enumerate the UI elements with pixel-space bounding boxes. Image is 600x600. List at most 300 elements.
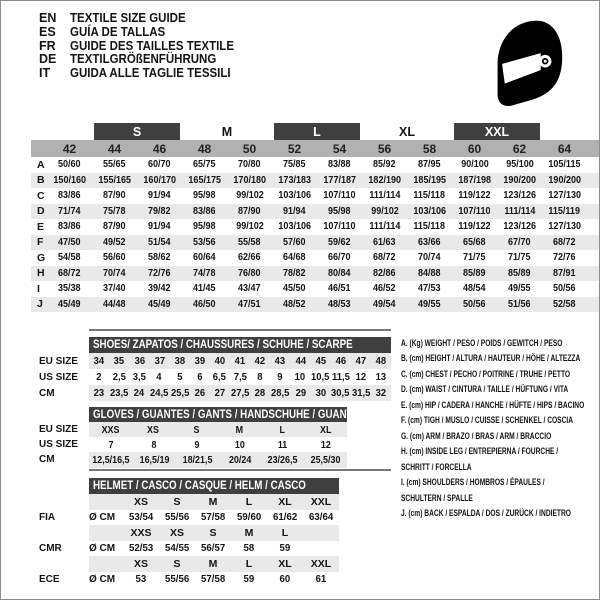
measurement-value: 80/84 (328, 267, 351, 279)
measurement-value: 41/45 (193, 283, 216, 295)
measurement-cell (227, 299, 272, 310)
size-cell (304, 424, 347, 436)
measurement-cell (272, 159, 317, 170)
size-cell (218, 439, 261, 451)
measurement-value: 65/75 (193, 159, 216, 171)
measurement-value: 75/78 (103, 205, 126, 217)
size-value: 11 (277, 438, 288, 451)
measurement-cell (542, 190, 587, 201)
helmet-value-cell (303, 542, 339, 554)
size-cell (133, 454, 176, 466)
size-cell (109, 355, 129, 367)
helmet-size-cell: M (208, 495, 218, 508)
measurement-value: 45/49 (148, 298, 171, 310)
row-cells (89, 510, 339, 526)
measurement-value: 53/56 (193, 236, 216, 248)
measurement-cell (362, 299, 407, 310)
measurement-cell (542, 237, 587, 248)
size-value: 44 (295, 355, 306, 367)
size-cell (170, 387, 190, 399)
measurement-row (31, 219, 599, 235)
measurement-cell (407, 237, 452, 248)
size-value: XL (319, 423, 332, 436)
measurement-cell (407, 268, 452, 279)
row-letter: D (37, 205, 45, 218)
measurement-value: 60/64 (193, 252, 216, 264)
row-cells (89, 494, 339, 510)
measurement-cell (452, 175, 497, 186)
measurement-cell (47, 268, 92, 279)
measurement-row (31, 204, 599, 220)
measurement-value: 83/86 (58, 190, 81, 202)
measurement-cell (137, 268, 182, 279)
measurement-cell (407, 299, 452, 310)
size-value: 30,5 (331, 387, 350, 399)
measurement-value: 46/50 (193, 298, 216, 310)
measurement-cell (92, 175, 137, 186)
measurement-value: 177/187 (323, 174, 356, 186)
measurement-cell (452, 283, 497, 294)
language-code: IT (39, 66, 51, 81)
size-value: 8 (151, 438, 156, 451)
size-cell (89, 355, 109, 367)
measurement-value: 87/90 (103, 190, 126, 202)
measurement-cell (452, 299, 497, 310)
measurement-cell (362, 190, 407, 201)
language-code: FR (39, 38, 56, 53)
measurement-row (31, 188, 599, 204)
measurement-value: 95/98 (328, 205, 351, 217)
size-value: M (235, 423, 244, 436)
measurement-value: 160/170 (143, 174, 176, 186)
measurement-cell (92, 190, 137, 201)
legend-line: F. (cm) TIGH / MUSLO / CUISSE / SCHENKEL / COSCIA (401, 415, 574, 427)
language-row (39, 40, 248, 54)
measurement-value: 83/86 (193, 205, 216, 217)
measurement-cell (407, 283, 452, 294)
helmet-value: 55/56 (164, 511, 190, 524)
unit-label: Ø CM (89, 573, 116, 585)
size-cell (89, 454, 133, 466)
measurement-cell (407, 221, 452, 232)
measurement-cell (497, 237, 542, 248)
row-cells (89, 437, 347, 452)
size-group-row (31, 123, 599, 140)
measurement-cell (317, 299, 362, 310)
measurement-cell (47, 159, 92, 170)
measurement-value: 75/85 (283, 159, 306, 171)
size-cell (218, 424, 261, 436)
helmet-size-cell: XXL (310, 495, 332, 508)
measurement-cell (92, 252, 137, 263)
size-number: 54 (332, 141, 347, 156)
size-cell (149, 371, 169, 383)
size-value: 6 (196, 371, 203, 383)
size-value: 11,5 (331, 371, 350, 383)
size-number: 42 (62, 141, 77, 156)
measurement-cell (92, 159, 137, 170)
measurement-value: 150/160 (53, 174, 86, 186)
helmet-values-row (39, 572, 339, 588)
measurement-value: 173/183 (278, 174, 311, 186)
helmet-size-cell: S (173, 557, 181, 570)
size-cell (261, 424, 304, 436)
row-cells (89, 541, 339, 557)
row-label: EU SIZE (39, 355, 78, 367)
size-cell (331, 355, 351, 367)
size-cell (371, 387, 391, 399)
measurement-value: 57/60 (283, 236, 306, 248)
helmet-value: 59 (243, 573, 255, 586)
size-value: 34 (93, 355, 105, 367)
size-value: 38 (174, 355, 185, 367)
measurement-cell (272, 221, 317, 232)
measurement-cell (47, 175, 92, 186)
measurement-cell (542, 206, 587, 217)
table-title: SHOES/ ZAPATOS / CHAUSSURES / SCHUHE / SCARPE (93, 339, 353, 351)
measurement-value: 50/60 (58, 159, 81, 171)
group-spacer (542, 123, 599, 140)
shoes-size-table (39, 337, 391, 401)
size-value: 39 (194, 355, 206, 367)
measurement-value: 55/65 (103, 159, 126, 171)
measurement-cell (137, 299, 182, 310)
size-value: 25,5 (170, 387, 190, 399)
size-value: 30 (315, 387, 326, 399)
row-letter: A (37, 158, 45, 171)
size-value: 47 (355, 355, 367, 367)
language-row (39, 12, 248, 26)
measurement-value: 68/72 (373, 252, 396, 264)
size-cell (250, 355, 270, 367)
row-letter: C (37, 189, 45, 202)
helmet-value-cell (231, 511, 267, 523)
table-title-bar (89, 407, 356, 422)
measurement-cell (92, 283, 137, 294)
guide-title: TEXTILGRÖßENFÜHRUNG (70, 52, 217, 67)
unit-label: Ø CM (89, 511, 116, 523)
measurement-cell (362, 206, 407, 217)
measurement-cell (182, 175, 227, 186)
measurement-cell (182, 299, 227, 310)
measurement-cell (227, 190, 272, 201)
measurement-value: 72/76 (553, 252, 576, 264)
helmet-value: 63/64 (308, 511, 334, 524)
helmet-values-row (39, 541, 339, 557)
size-value: 27,5 (230, 387, 250, 399)
size-cell (230, 387, 250, 399)
measurement-value: 39/42 (148, 283, 171, 295)
size-number: 60 (467, 141, 482, 156)
size-value: 29 (295, 387, 306, 399)
row-letter: B (37, 174, 45, 187)
row-letter: F (37, 236, 44, 249)
measurement-cell (362, 252, 407, 263)
helmet-value: 61 (315, 573, 327, 586)
size-value: 13 (375, 371, 387, 383)
row-label: CM (39, 387, 55, 399)
size-row (39, 385, 391, 401)
measurement-value: 111/114 (368, 221, 401, 233)
size-cell (175, 439, 218, 451)
measurement-cell (272, 299, 317, 310)
measurement-value: 58/62 (148, 252, 171, 264)
row-letter: I (37, 282, 40, 295)
measurement-row (31, 235, 599, 251)
language-title-list (39, 12, 248, 81)
standard-label: ECE (39, 573, 60, 585)
helmet-size-cell: XXL (310, 557, 332, 570)
measurement-cell (92, 299, 137, 310)
measurement-cell (317, 190, 362, 201)
measurement-value: 190/200 (503, 174, 536, 186)
measurement-row (31, 157, 599, 173)
size-cell (132, 424, 175, 436)
measurement-cell (227, 283, 272, 294)
measurement-value: 67/70 (508, 236, 531, 248)
language-row (39, 26, 248, 40)
table-header-row (39, 337, 391, 353)
helmet-value-cell (123, 542, 159, 554)
helmet-value: 58 (243, 542, 255, 555)
guide-title: GUIDA ALLE TAGLIE TESSILI (70, 66, 231, 81)
helmet-value: 52/53 (128, 542, 154, 555)
size-value: 46 (335, 355, 347, 367)
size-value: 9 (277, 371, 283, 383)
measurement-value: 85/89 (508, 267, 531, 279)
measurement-value: 103/106 (413, 205, 446, 217)
helmet-value: 53 (135, 573, 147, 586)
helmet-size-cell: L (281, 526, 289, 539)
size-row (39, 452, 347, 467)
size-number: 56 (377, 141, 392, 156)
size-value: 7,5 (233, 371, 247, 383)
measurement-value: 95/100 (505, 159, 534, 171)
language-code: ES (39, 24, 56, 39)
measurement-cell (92, 221, 137, 232)
size-cell (129, 371, 149, 383)
helmet-value-cell (195, 511, 231, 523)
size-value: 32 (375, 387, 387, 399)
measurement-cell (182, 268, 227, 279)
helmet-sizes-row (39, 494, 339, 510)
size-cell (89, 371, 109, 383)
measurement-cell (317, 283, 362, 294)
measurement-value: 52/58 (553, 298, 576, 310)
measurement-value: 79/82 (148, 205, 171, 217)
measurement-cell (452, 268, 497, 279)
size-cell (89, 439, 132, 451)
size-value: 48 (375, 355, 387, 367)
measurement-cell (92, 237, 137, 248)
measurement-cell (497, 175, 542, 186)
measurement-cell (272, 175, 317, 186)
legend-line: E. (cm) HIP / CADERA / HANCHE / HÜFTE / HIPS / BACINO (401, 399, 585, 411)
measurement-value: 87/90 (238, 205, 261, 217)
row-label: US SIZE (39, 439, 78, 451)
measurement-value: 47/50 (58, 236, 81, 248)
measurement-value: 70/80 (238, 159, 261, 171)
measurement-value: 70/74 (418, 252, 441, 264)
helmet-size-cell: XXS (130, 526, 152, 539)
size-value: 20/24 (228, 453, 252, 466)
measurement-value: 107/110 (323, 190, 356, 202)
measurement-value: 35/38 (58, 283, 81, 295)
measurement-value: 47/51 (238, 298, 261, 310)
measurement-cell (452, 221, 497, 232)
size-cell (109, 371, 129, 383)
legend-line: SCHULTERN / SPALLE (401, 492, 473, 504)
measurement-cell (317, 221, 362, 232)
measurement-cell (452, 159, 497, 170)
measurement-cell (542, 299, 587, 310)
measurement-value: 54/58 (58, 252, 81, 264)
helmet-values-row (39, 510, 339, 526)
measurement-cell (137, 252, 182, 263)
measurement-value: 59/62 (328, 236, 351, 248)
table-header-row (39, 478, 339, 494)
row-cells (89, 452, 347, 467)
measurement-value: 115/118 (413, 190, 446, 202)
measurement-value: 56/60 (103, 252, 126, 264)
table-title-bar (89, 478, 339, 494)
measurement-value: 74/78 (193, 267, 216, 279)
size-cell (176, 454, 219, 466)
row-label: EU SIZE (39, 424, 78, 436)
size-cell (129, 355, 149, 367)
size-cell (261, 439, 304, 451)
measurement-value: 182/190 (368, 174, 401, 186)
measurement-cell (92, 206, 137, 217)
measurement-value: 87/95 (418, 159, 441, 171)
measurement-cell (47, 283, 92, 294)
measurement-value: 187/198 (458, 174, 491, 186)
helmet-value-cell (231, 542, 267, 554)
size-value: 42 (254, 355, 266, 367)
size-value: 24 (133, 387, 145, 399)
measurement-cell (542, 268, 587, 279)
size-number: 64 (557, 141, 572, 156)
measurement-cell (317, 268, 362, 279)
helmet-value-cell (267, 511, 303, 523)
measurement-cell (542, 221, 587, 232)
size-cell (132, 439, 175, 451)
measurement-value: 76/80 (238, 267, 261, 279)
table-title-bar (89, 337, 391, 353)
measurement-cell (227, 221, 272, 232)
size-value: 5 (176, 371, 183, 383)
helmet-size-cell: M (208, 557, 218, 570)
measurement-value: 82/86 (373, 267, 396, 279)
measurement-value: 44/48 (103, 298, 126, 310)
measurement-row (31, 266, 599, 282)
size-cell (331, 371, 351, 383)
measurement-legend (401, 336, 597, 521)
size-cell (351, 371, 371, 383)
measurement-value: 119/122 (458, 190, 491, 202)
textile-size-table (31, 123, 599, 312)
measurement-value: 119/122 (458, 221, 491, 233)
measurement-value: 49/55 (508, 283, 531, 295)
size-value: 27 (214, 387, 226, 399)
measurement-cell (317, 175, 362, 186)
legend-line: C. (cm) CHEST / PECHO / POITRINE / TRUHE / PETTO (401, 368, 571, 380)
measurement-value: 83/88 (328, 159, 351, 171)
helmet-size-cell: L (245, 495, 253, 508)
size-number: 58 (422, 141, 437, 156)
measurement-cell (362, 221, 407, 232)
legend-line: A. (Kg) WEIGHT / PESO / POIDS / GEWITCH / PESO (401, 338, 563, 349)
helmet-value: 60 (279, 573, 291, 586)
group-spacer (31, 123, 92, 140)
size-cell (230, 355, 250, 367)
size-value: 10,5 (311, 371, 330, 383)
size-cell (270, 387, 290, 399)
measurement-cell (227, 206, 272, 217)
row-cells (89, 369, 391, 385)
size-value: 31,5 (351, 387, 371, 399)
measurement-cell (497, 252, 542, 263)
helmet-value: 53/54 (128, 511, 154, 524)
helmet-value: 59 (279, 542, 291, 555)
helmet-value-cell (231, 573, 267, 585)
row-label: CM (39, 454, 55, 466)
measurement-value: 127/130 (548, 221, 581, 233)
size-value: 36 (134, 355, 145, 367)
measurement-cell (317, 252, 362, 263)
measurement-value: 165/175 (188, 174, 221, 186)
size-cell (291, 387, 311, 399)
measurement-value: 83/86 (58, 221, 81, 233)
row-cells (89, 422, 347, 437)
size-cell (270, 371, 290, 383)
measurement-cell (272, 268, 317, 279)
helmet-size-cell: XL (278, 557, 292, 570)
measurement-value: 115/118 (413, 221, 446, 233)
helmet-value-cell (159, 542, 195, 554)
size-group-m: M (221, 124, 233, 139)
legend-line: G. (cm) ARM / BRAZO / BRAS / ARM / BRACCIO (401, 430, 552, 442)
size-number: 50 (242, 141, 257, 156)
size-value: 3,5 (132, 371, 146, 383)
size-number-row (31, 140, 599, 157)
helmet-size-cell: S (209, 526, 217, 539)
measurement-value: 63/66 (418, 236, 441, 248)
helmet-value-cell (303, 511, 339, 523)
measurement-value: 78/82 (283, 267, 306, 279)
measurement-cell (497, 190, 542, 201)
size-cell (169, 371, 189, 383)
size-cell (89, 424, 132, 436)
language-code: EN (39, 11, 57, 25)
size-cell (230, 371, 250, 383)
measurement-cell (362, 159, 407, 170)
size-value: 10 (294, 371, 306, 383)
measurement-value: 107/110 (458, 205, 491, 217)
measurement-cell (272, 237, 317, 248)
measurement-value: 46/51 (328, 283, 351, 295)
measurement-cell (407, 159, 452, 170)
size-cell (270, 355, 290, 367)
measurement-value: 111/114 (503, 205, 536, 217)
table-title: HELMET / CASCO / CASQUE / HELM / CASCO (93, 480, 306, 492)
measurement-cell (542, 159, 587, 170)
helmet-size-cell: XS (133, 495, 148, 508)
measurement-value: 66/70 (328, 252, 351, 264)
legend-line: J. (cm) BACK / ESPALDA / DOS / ZURÜCK / INDIETRO (401, 507, 571, 519)
measurement-value: 48/53 (328, 298, 351, 310)
size-number: 48 (197, 141, 212, 156)
